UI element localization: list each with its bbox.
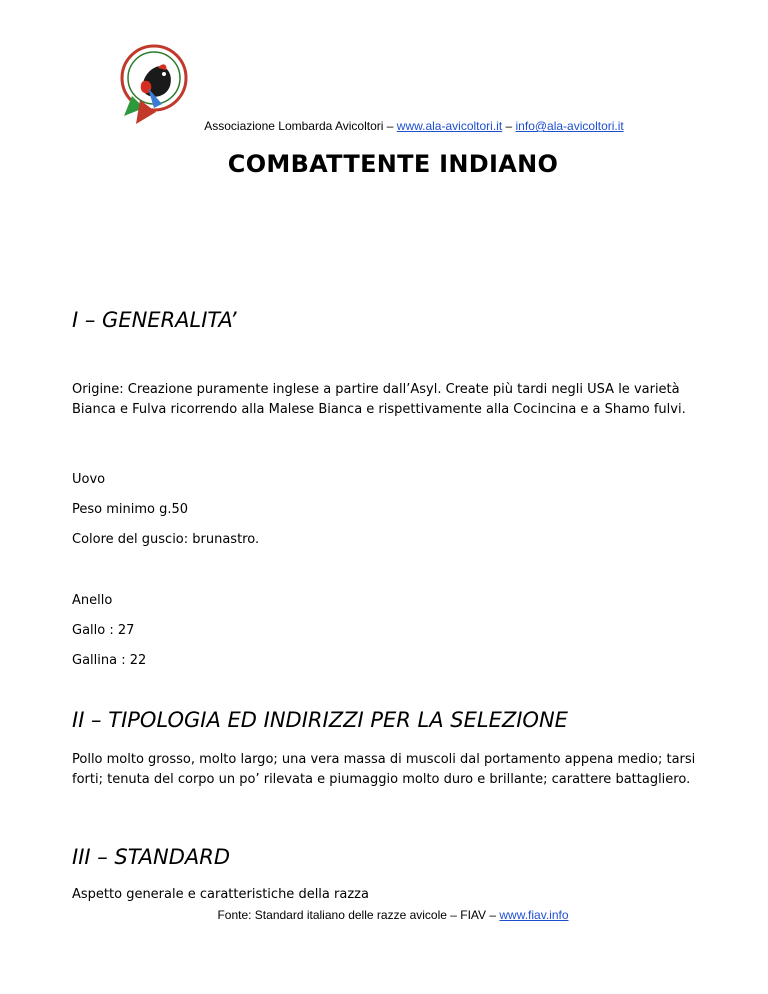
origin-paragraph: Origine: Creazione puramente inglese a partire dall’Asyl. Create più tardi negli USA le varietà Bianca e Fulva ricorrendo alla Malese Bianca e rispettivamente alla Cocincina e a Shamo fulvi.: [72, 382, 686, 417]
section-heading-generalita: I – GENERALITA’: [72, 308, 237, 332]
association-name: Associazione Lombarda Avicoltori –: [204, 119, 397, 133]
egg-label: Uovo: [72, 472, 106, 487]
ring-hen: Gallina : 22: [72, 653, 147, 668]
standard-paragraph: Aspetto generale e caratteristiche della razza: [72, 887, 369, 902]
ring-cock: Gallo : 27: [72, 623, 135, 638]
section-heading-standard: III – STANDARD: [72, 845, 231, 869]
website-link[interactable]: www.ala-avicoltori.it: [396, 119, 503, 133]
footer-source: Fonte: Standard italiano delle razze avicole – FIAV –: [217, 908, 500, 922]
ring-label: Anello: [72, 593, 113, 608]
association-seal-icon: [114, 38, 196, 132]
page-title: COMBATTENTE INDIANO: [227, 150, 559, 178]
section-heading-tipologia: II – TIPOLOGIA ED INDIRIZZI PER LA SELEZIONE: [72, 708, 568, 732]
email-link[interactable]: info@ala-avicoltori.it: [515, 119, 624, 133]
tipologia-paragraph: Pollo molto grosso, molto largo; una vera massa di muscoli dal portamento appena medio; tarsi forti; tenuta del corpo un po’ rilevata e piumaggio molto duro e brillante; carattere battagliero.: [72, 752, 696, 787]
egg-shell-color: Colore del guscio: brunastro.: [72, 532, 260, 547]
association-line: [0, 119, 768, 133]
egg-weight: Peso minimo g.50: [72, 502, 189, 517]
separator: –: [502, 119, 516, 133]
footer-link[interactable]: www.fiav.info: [499, 908, 569, 922]
footer: [0, 908, 768, 922]
